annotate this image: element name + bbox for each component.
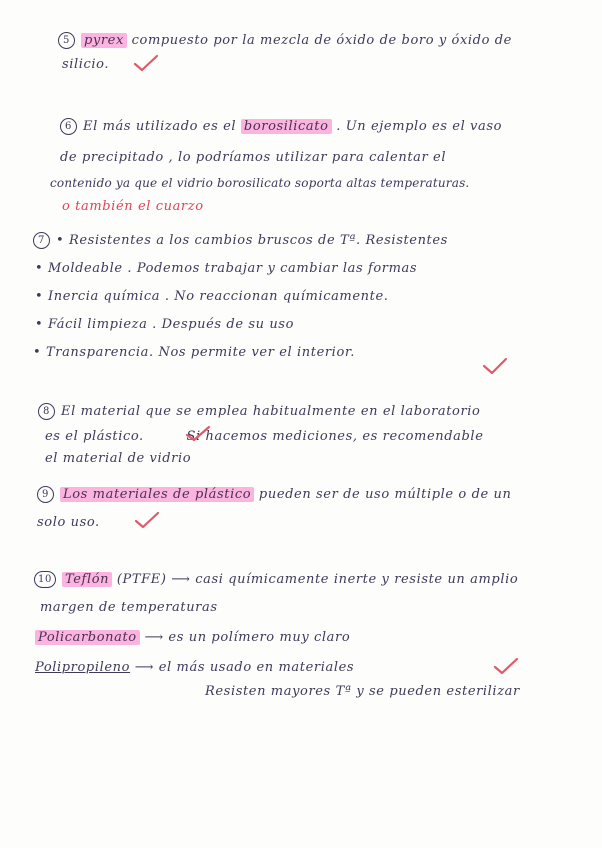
- s9-line2: solo uso.: [37, 515, 100, 530]
- s7-line1: [33, 232, 448, 249]
- s8-line3: el material de vidrio: [45, 451, 192, 466]
- s10-line2: margen de temperaturas: [40, 600, 218, 615]
- s7-number: 7: [33, 232, 50, 249]
- s10-teflon-rest: (PTFE) ⟶ casi químicamente inerte y resiste un amplio: [112, 572, 519, 587]
- s9-number: 9: [37, 486, 54, 503]
- s10-teflon: Teflón: [62, 572, 112, 587]
- s7-line2: • Moldeable . Podemos trabajar y cambiar las formas: [35, 261, 418, 276]
- s5-highlight: pyrex: [81, 33, 127, 48]
- s8-line2: [45, 429, 483, 444]
- s5-line1: [58, 32, 512, 49]
- s8-text1: El material que se emplea habitualmente en el laboratorio: [61, 404, 481, 419]
- s8-text2a: es el plástico.: [45, 429, 144, 444]
- checkmark-icon: [482, 357, 508, 377]
- s7-line5: • Transparencia. Nos permite ver el interior.: [33, 345, 355, 360]
- checkmark-icon: [134, 511, 160, 531]
- s9-line1: [37, 486, 512, 503]
- s6-highlight: borosilicato: [241, 119, 332, 134]
- s10-poly-rest: ⟶ es un polímero muy claro: [139, 630, 351, 645]
- s6-line3: contenido ya que el vidrio borosilicato soporta altas temperaturas.: [50, 176, 470, 190]
- s9-rest: pueden ser de uso múltiple o de un: [254, 487, 512, 502]
- checkmark-icon: [133, 54, 159, 74]
- checkmark-icon: [185, 424, 211, 444]
- s10-line1: [34, 571, 518, 588]
- s6-line1: [60, 118, 502, 135]
- s5-line2: silicio.: [62, 57, 110, 72]
- s10-line4: [35, 660, 354, 675]
- s10-number: 10: [34, 571, 56, 588]
- s6-lead: El más utilizado es el: [83, 119, 241, 134]
- s10-polypropylene: Polipropileno: [35, 660, 131, 675]
- checkmark-icon: [493, 657, 519, 677]
- s8-line1: [38, 403, 480, 420]
- s6-line4-red: o también el cuarzo: [62, 199, 204, 214]
- s10-line5: Resisten mayores Tª y se pueden esterilizar: [205, 684, 520, 699]
- s7-text1: • Resistentes a los cambios bruscos de Tª. Resistentes: [56, 233, 448, 248]
- s10-polycarbonate: Policarbonato: [35, 630, 140, 645]
- s10-pp-rest: ⟶ el más usado en materiales: [130, 660, 355, 675]
- s7-line4: • Fácil limpieza . Después de su uso: [35, 317, 295, 332]
- s10-line3: [35, 630, 350, 645]
- s7-line3: • Inercia química . No reaccionan químicamente.: [35, 289, 389, 304]
- s5-number: 5: [58, 32, 75, 49]
- s6-number: 6: [60, 118, 77, 135]
- s8-text2b: Si hacemos mediciones, es recomendable: [181, 429, 484, 444]
- s6-rest: . Un ejemplo es el vaso: [331, 119, 503, 134]
- s9-highlight: Los materiales de plástico: [60, 487, 254, 502]
- s6-line2: de precipitado , lo podríamos utilizar para calentar el: [60, 150, 447, 165]
- s5-rest: compuesto por la mezcla de óxido de boro y óxido de: [126, 33, 512, 48]
- s8-number: 8: [38, 403, 55, 420]
